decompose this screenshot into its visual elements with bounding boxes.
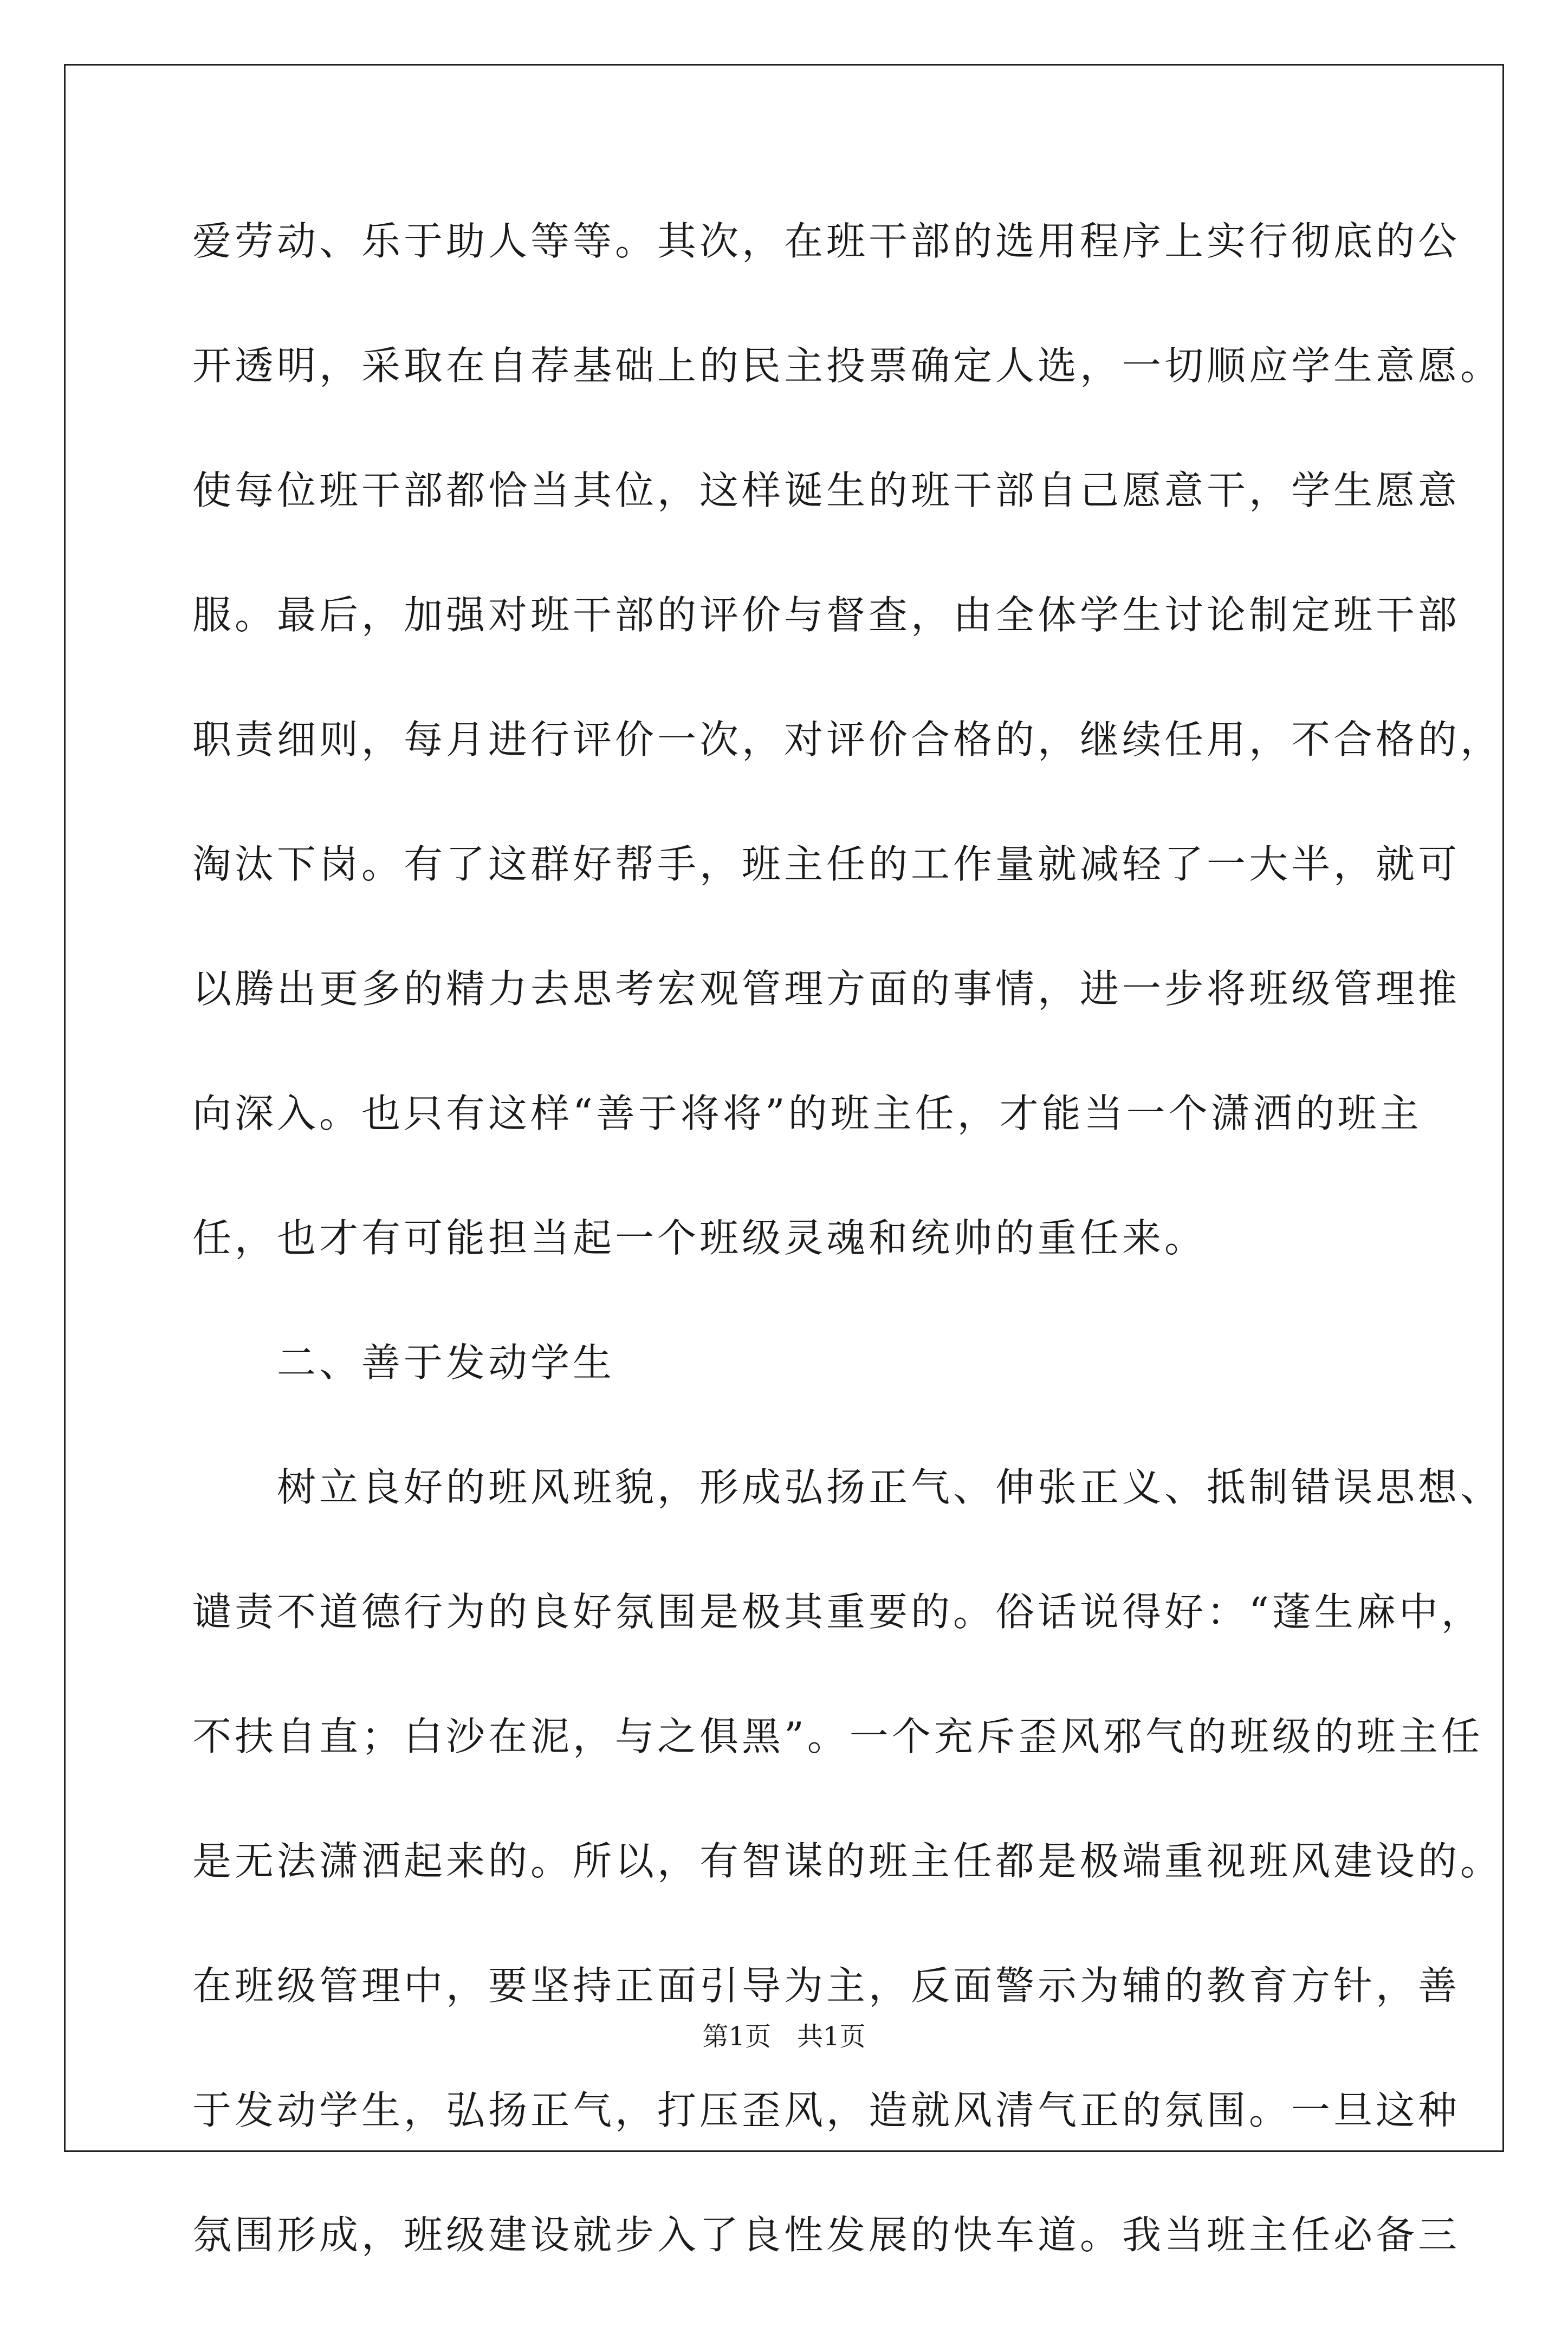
text-line: 职责细则，每月进行评价一次，对评价合格的，继续任用，不合格的，: [192, 717, 1503, 762]
text-line: 于发动学生，弘扬正气，打压歪风，造就风清气正的氛围。一旦这种: [192, 2088, 1461, 2133]
text-line: 氛围形成，班级建设就步入了良性发展的快车道。我当班主任必备三: [192, 2212, 1461, 2258]
text-line: 爱劳动、乐于助人等等。其次，在班干部的选用程序上实行彻底的公: [192, 218, 1461, 264]
text-line: 向深入。也只有这样“善于将将”的班主任，才能当一个潇洒的班主: [192, 1091, 1422, 1136]
text-line: 以腾出更多的精力去思考宏观管理方面的事情，进一步将班级管理推: [192, 966, 1461, 1012]
page-number-footer: 第1页 共1页: [702, 2021, 866, 2052]
text-line: 淘汰下岗。有了这群好帮手，班主任的工作量就减轻了一大半，就可: [192, 841, 1461, 887]
text-line: 树立良好的班风班貌，形成弘扬正气、伸张正义、抵制错误思想、: [192, 1464, 1503, 1510]
text-line: 使每位班干部都恰当其位，这样诞生的班干部自己愿意干，学生愿意: [192, 468, 1461, 513]
document-body: [192, 209, 1503, 2327]
text-line: 是无法潇洒起来的。所以，有智谋的班主任都是极端重视班风建设的。: [192, 1838, 1503, 1884]
section-heading: 二、善于发动学生: [192, 1340, 615, 1385]
text-line: 谴责不道德行为的良好氛围是极其重要的。俗话说得好：“蓬生麻中，: [192, 1589, 1483, 1635]
text-line: 在班级管理中，要坚持正面引导为主，反面警示为辅的教育方针，善: [192, 1963, 1461, 2008]
text-line: 不扶自直；白沙在泥，与之俱黑”。一个充斥歪风邪气的班级的班主任: [192, 1714, 1483, 1759]
text-line: 开透明，采取在自荐基础上的民主投票确定人选，一切顺应学生意愿。: [192, 343, 1503, 388]
text-line: 服。最后，加强对班干部的评价与督查，由全体学生讨论制定班干部: [192, 592, 1461, 638]
text-line: 任，也才有可能担当起一个班级灵魂和统帅的重任来。: [192, 1215, 1207, 1261]
